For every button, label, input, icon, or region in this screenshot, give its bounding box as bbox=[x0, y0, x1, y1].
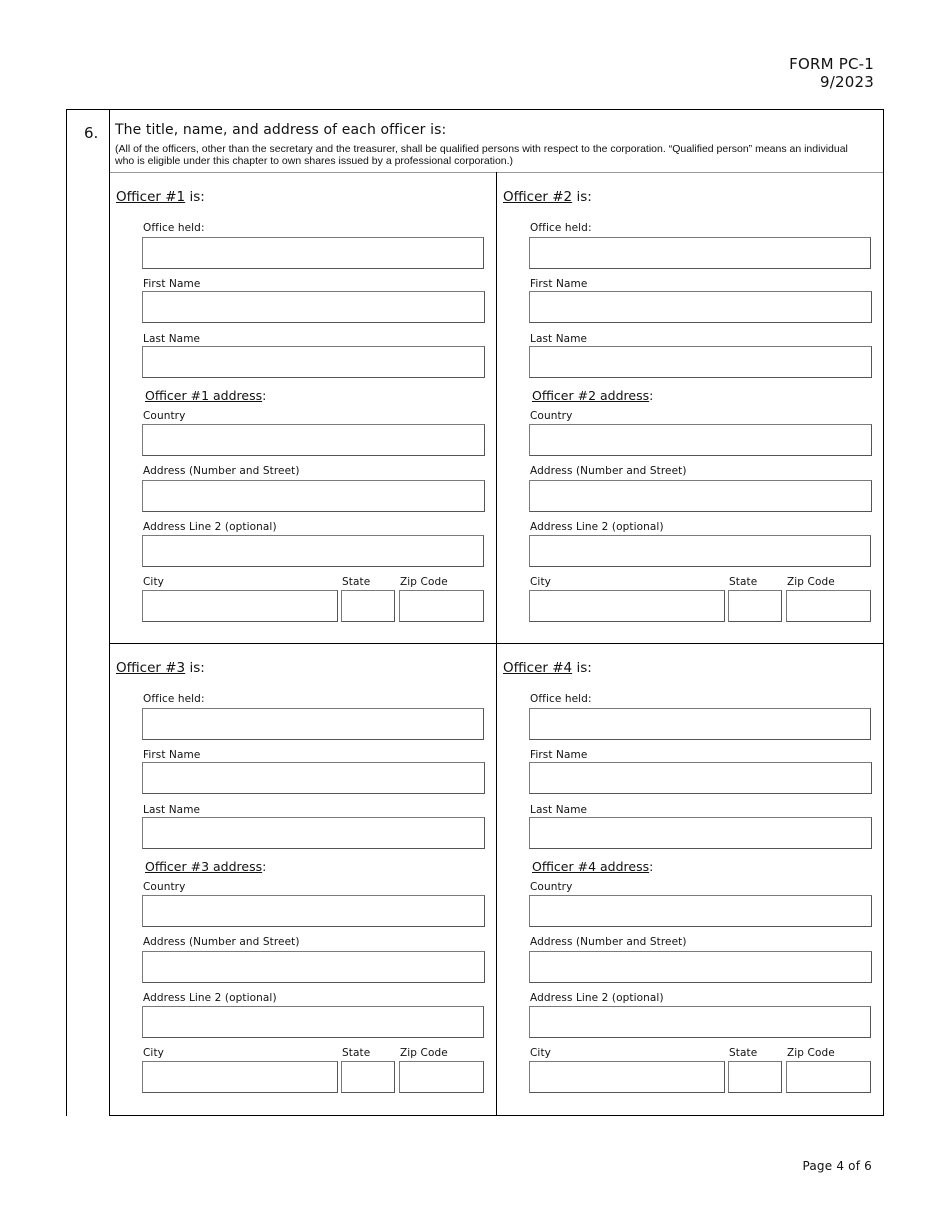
zip-field[interactable] bbox=[399, 590, 484, 622]
officer-address-heading bbox=[532, 388, 653, 403]
first-name-label: First Name bbox=[143, 278, 201, 290]
section-title: The title, name, and address of each officer is: bbox=[115, 122, 447, 138]
country-field[interactable] bbox=[529, 424, 872, 456]
officer-panel bbox=[110, 644, 496, 1114]
address-label: Address (Number and Street) bbox=[143, 465, 300, 477]
city-label: City bbox=[530, 1047, 551, 1059]
address2-field[interactable] bbox=[142, 535, 484, 567]
officer-heading-label: Officer #3 bbox=[116, 660, 186, 676]
city-field[interactable] bbox=[529, 590, 725, 622]
last-name-field[interactable] bbox=[142, 817, 485, 849]
office-held-field[interactable] bbox=[142, 237, 484, 269]
officer-address-heading bbox=[532, 859, 653, 874]
address-label: Address (Number and Street) bbox=[530, 465, 687, 477]
address2-field[interactable] bbox=[529, 535, 871, 567]
last-name-label: Last Name bbox=[530, 804, 588, 816]
address2-label: Address Line 2 (optional) bbox=[143, 521, 277, 533]
office-held-label: Office held: bbox=[530, 222, 592, 234]
first-name-field[interactable] bbox=[529, 291, 872, 323]
last-name-label: Last Name bbox=[143, 333, 201, 345]
officer-heading-label: Officer #2 bbox=[503, 189, 573, 205]
officer-address-heading-suffix: : bbox=[262, 859, 267, 874]
officer-heading bbox=[503, 660, 592, 676]
state-label: State bbox=[342, 1047, 371, 1059]
country-field[interactable] bbox=[529, 895, 872, 927]
left-rule bbox=[66, 109, 67, 1116]
address2-label: Address Line 2 (optional) bbox=[530, 992, 664, 1004]
city-label: City bbox=[143, 576, 164, 588]
address-field[interactable] bbox=[142, 951, 485, 983]
officer-panel bbox=[110, 173, 496, 643]
section-number: 6. bbox=[84, 124, 99, 142]
last-name-label: Last Name bbox=[143, 804, 201, 816]
country-label: Country bbox=[530, 410, 573, 422]
officer-address-heading-suffix: : bbox=[262, 388, 267, 403]
country-field[interactable] bbox=[142, 424, 485, 456]
officer-heading bbox=[116, 660, 205, 676]
address2-field[interactable] bbox=[529, 1006, 871, 1038]
country-label: Country bbox=[530, 881, 573, 893]
zip-label: Zip Code bbox=[400, 576, 448, 588]
state-label: State bbox=[729, 1047, 758, 1059]
country-field[interactable] bbox=[142, 895, 485, 927]
address-label: Address (Number and Street) bbox=[530, 936, 687, 948]
city-field[interactable] bbox=[529, 1061, 725, 1093]
officer-address-heading-suffix: : bbox=[649, 859, 654, 874]
state-field[interactable] bbox=[728, 590, 782, 622]
last-name-field[interactable] bbox=[529, 817, 872, 849]
officer-heading-label: Officer #4 bbox=[503, 660, 573, 676]
state-field[interactable] bbox=[341, 590, 395, 622]
zip-label: Zip Code bbox=[787, 1047, 835, 1059]
address-field[interactable] bbox=[142, 480, 485, 512]
office-held-field[interactable] bbox=[529, 237, 871, 269]
office-held-field[interactable] bbox=[529, 708, 871, 740]
officer-address-heading-label: Officer #2 address bbox=[532, 388, 650, 403]
first-name-field[interactable] bbox=[142, 291, 485, 323]
zip-field[interactable] bbox=[786, 1061, 871, 1093]
officer-heading-suffix: is: bbox=[572, 660, 592, 676]
first-name-label: First Name bbox=[530, 749, 588, 761]
office-held-field[interactable] bbox=[142, 708, 484, 740]
officer-heading bbox=[116, 189, 205, 205]
office-held-label: Office held: bbox=[143, 222, 205, 234]
office-held-label: Office held: bbox=[143, 693, 205, 705]
page-number: Page 4 of 6 bbox=[802, 1159, 872, 1173]
officer-heading-suffix: is: bbox=[185, 660, 205, 676]
first-name-field[interactable] bbox=[529, 762, 872, 794]
zip-field[interactable] bbox=[786, 590, 871, 622]
city-field[interactable] bbox=[142, 590, 338, 622]
state-field[interactable] bbox=[341, 1061, 395, 1093]
officer-heading-label: Officer #1 bbox=[116, 189, 186, 205]
address-field[interactable] bbox=[529, 951, 872, 983]
officer-address-heading-label: Officer #3 address bbox=[145, 859, 263, 874]
address2-field[interactable] bbox=[142, 1006, 484, 1038]
officer-address-heading bbox=[145, 859, 266, 874]
officer-heading bbox=[503, 189, 592, 205]
last-name-label: Last Name bbox=[530, 333, 588, 345]
officer-heading-suffix: is: bbox=[185, 189, 205, 205]
officer-address-heading-label: Officer #4 address bbox=[532, 859, 650, 874]
officer-address-heading-suffix: : bbox=[649, 388, 654, 403]
office-held-label: Office held: bbox=[530, 693, 592, 705]
address-label: Address (Number and Street) bbox=[143, 936, 300, 948]
last-name-field[interactable] bbox=[142, 346, 485, 378]
zip-label: Zip Code bbox=[787, 576, 835, 588]
form-date: 9/2023 bbox=[820, 73, 874, 91]
officer-address-heading bbox=[145, 388, 266, 403]
city-field[interactable] bbox=[142, 1061, 338, 1093]
zip-field[interactable] bbox=[399, 1061, 484, 1093]
last-name-field[interactable] bbox=[529, 346, 872, 378]
first-name-label: First Name bbox=[143, 749, 201, 761]
section-note: (All of the officers, other than the secretary and the treasurer, shall be qualified persons with respect to the corporation. “Qualified person” means an individual who is eligible under this chapter to own shares issued by a professional corporation.) bbox=[115, 143, 848, 167]
form-id-block bbox=[789, 55, 874, 91]
address2-label: Address Line 2 (optional) bbox=[530, 521, 664, 533]
state-field[interactable] bbox=[728, 1061, 782, 1093]
country-label: Country bbox=[143, 881, 186, 893]
officer-panel bbox=[497, 173, 883, 643]
zip-label: Zip Code bbox=[400, 1047, 448, 1059]
state-label: State bbox=[729, 576, 758, 588]
officer-address-heading-label: Officer #1 address bbox=[145, 388, 263, 403]
country-label: Country bbox=[143, 410, 186, 422]
form-id: FORM PC-1 bbox=[789, 55, 874, 73]
first-name-field[interactable] bbox=[142, 762, 485, 794]
city-label: City bbox=[143, 1047, 164, 1059]
address2-label: Address Line 2 (optional) bbox=[143, 992, 277, 1004]
first-name-label: First Name bbox=[530, 278, 588, 290]
officer-panel bbox=[497, 644, 883, 1114]
address-field[interactable] bbox=[529, 480, 872, 512]
state-label: State bbox=[342, 576, 371, 588]
officer-heading-suffix: is: bbox=[572, 189, 592, 205]
city-label: City bbox=[530, 576, 551, 588]
